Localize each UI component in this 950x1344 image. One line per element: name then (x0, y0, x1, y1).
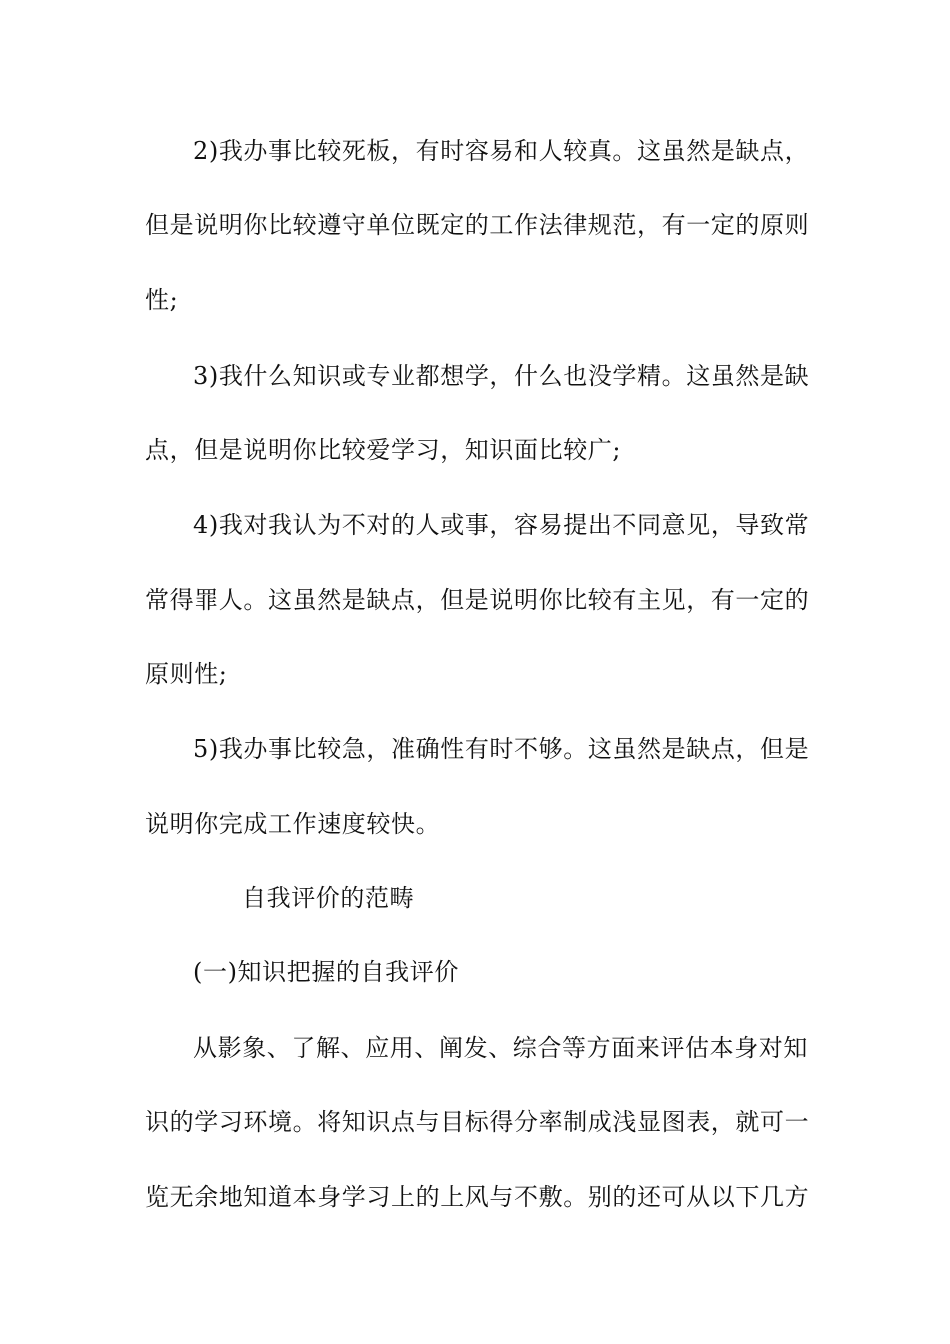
paragraph-line: 说明你完成工作速度较快。 (145, 810, 441, 838)
subsection-heading: (一)知识把握的自我评价 (193, 958, 459, 986)
paragraph-line: 览无余地知道本身学习上的上风与不敷。别的还可从以下几方 (145, 1183, 810, 1211)
section-heading: 自我评价的范畴 (242, 884, 415, 912)
paragraph-line: 常得罪人。这虽然是缺点，但是说明你比较有主见，有一定的 (145, 586, 810, 614)
paragraph-line: 5)我办事比较急，准确性有时不够。这虽然是缺点，但是 (193, 735, 810, 763)
paragraph-line: 从影象、了解、应用、阐发、综合等方面来评估本身对知 (193, 1034, 808, 1062)
paragraph-line: 性; (145, 286, 179, 314)
paragraph-line: 点，但是说明你比较爱学习，知识面比较广; (145, 436, 622, 464)
paragraph-line: 2)我办事比较死板，有时容易和人较真。这虽然是缺点， (193, 137, 810, 165)
paragraph-line: 识的学习环境。将知识点与目标得分率制成浅显图表，就可一 (145, 1108, 810, 1136)
paragraph-line: 原则性; (145, 660, 228, 688)
paragraph-line: 4)我对我认为不对的人或事，容易提出不同意见，导致常 (193, 511, 810, 539)
paragraph-line: 3)我什么知识或专业都想学，什么也没学精。这虽然是缺 (193, 362, 810, 390)
paragraph-line: 但是说明你比较遵守单位既定的工作法律规范，有一定的原则 (145, 211, 810, 239)
